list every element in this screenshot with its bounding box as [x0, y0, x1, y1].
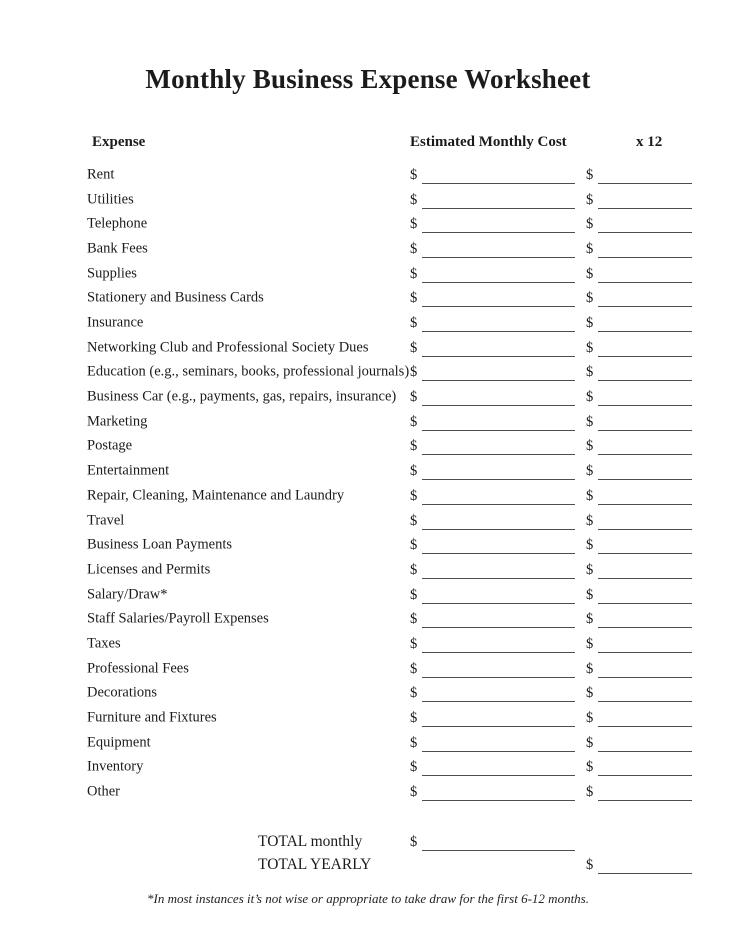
yearly-cost-field	[586, 610, 692, 628]
table-row	[0, 409, 736, 434]
monthly-cost-field	[410, 388, 575, 406]
monthly-cost-blank[interactable]	[422, 265, 575, 283]
dollar-sign: $	[586, 512, 594, 529]
table-row	[0, 212, 736, 237]
yearly-cost-blank[interactable]	[598, 388, 692, 406]
expense-label: Decorations	[87, 684, 158, 701]
monthly-cost-blank[interactable]	[422, 487, 575, 505]
yearly-cost-field	[586, 586, 692, 604]
dollar-sign: $	[586, 635, 594, 652]
table-row	[0, 582, 736, 607]
monthly-cost-blank[interactable]	[422, 709, 575, 727]
monthly-cost-field	[410, 536, 575, 554]
dollar-sign: $	[586, 216, 594, 233]
yearly-cost-blank[interactable]	[598, 462, 692, 480]
monthly-cost-blank[interactable]	[422, 684, 575, 702]
expense-label: Professional Fees	[87, 660, 189, 677]
dollar-sign: $	[410, 487, 418, 504]
monthly-cost-field	[410, 339, 575, 357]
monthly-cost-field	[410, 610, 575, 628]
dollar-sign: $	[586, 734, 594, 751]
dollar-sign: $	[410, 438, 418, 455]
expense-label: Education (e.g., seminars, books, professional journals)	[87, 363, 410, 380]
monthly-cost-blank[interactable]	[422, 462, 575, 480]
expense-label: Inventory	[87, 758, 144, 775]
dollar-sign: $	[410, 537, 418, 554]
monthly-cost-field	[410, 586, 575, 604]
dollar-sign: $	[410, 339, 418, 356]
monthly-cost-blank[interactable]	[422, 166, 575, 184]
page-title: Monthly Business Expense Worksheet	[145, 64, 591, 94]
expense-label: Staff Salaries/Payroll Expenses	[87, 610, 269, 627]
expense-label: Other	[87, 783, 121, 800]
expense-label: Postage	[87, 437, 133, 454]
column-header-x12: x 12	[636, 134, 663, 150]
expense-label: Insurance	[87, 314, 144, 331]
dollar-sign: $	[410, 759, 418, 776]
monthly-cost-blank[interactable]	[422, 734, 575, 752]
expense-label: Telephone	[87, 215, 148, 232]
table-row	[0, 607, 736, 632]
monthly-cost-field	[410, 240, 575, 258]
expense-label: Furniture and Fixtures	[87, 709, 217, 726]
yearly-cost-blank[interactable]	[598, 289, 692, 307]
dollar-sign: $	[410, 167, 418, 183]
dollar-sign: $	[410, 635, 418, 652]
dollar-sign: $	[586, 315, 594, 332]
monthly-cost-field	[410, 265, 575, 283]
monthly-cost-blank[interactable]	[422, 363, 575, 381]
yearly-cost-field	[586, 289, 692, 307]
total-monthly-row	[0, 829, 736, 854]
expense-label: Repair, Cleaning, Maintenance and Laundry	[87, 487, 345, 504]
expense-label: Stationery and Business Cards	[87, 289, 264, 306]
yearly-cost-field	[586, 561, 692, 579]
yearly-cost-blank[interactable]	[598, 734, 692, 752]
yearly-cost-field	[586, 487, 692, 505]
dollar-sign: $	[410, 586, 418, 603]
dollar-sign: $	[410, 463, 418, 480]
yearly-cost-blank[interactable]	[598, 339, 692, 357]
table-row	[0, 286, 736, 311]
dollar-sign: $	[410, 660, 418, 677]
monthly-cost-blank[interactable]	[422, 660, 575, 678]
dollar-sign: $	[410, 191, 418, 208]
column-header-expense: Expense	[92, 134, 146, 150]
yearly-cost-field	[586, 363, 692, 381]
total-monthly-label: TOTAL monthly	[258, 832, 363, 850]
dollar-sign: $	[410, 265, 418, 282]
monthly-cost-field	[410, 487, 575, 505]
yearly-cost-field	[586, 413, 692, 431]
expense-label: Business Car (e.g., payments, gas, repairs, insurance)	[87, 388, 397, 405]
table-row	[0, 631, 736, 656]
table-row	[0, 533, 736, 558]
monthly-cost-blank[interactable]	[422, 783, 575, 801]
expense-label: Entertainment	[87, 462, 170, 479]
dollar-sign: $	[410, 561, 418, 578]
yearly-cost-field	[586, 709, 692, 727]
yearly-cost-field	[586, 191, 692, 209]
dollar-sign: $	[586, 709, 594, 726]
expense-label: Equipment	[87, 734, 151, 751]
yearly-cost-blank[interactable]	[598, 363, 692, 381]
yearly-cost-field	[586, 684, 692, 702]
expense-label: Salary/Draw*	[87, 586, 168, 603]
yearly-cost-blank[interactable]	[598, 635, 692, 653]
expense-label: Travel	[87, 512, 125, 529]
yearly-cost-field	[586, 758, 692, 776]
monthly-cost-blank[interactable]	[422, 413, 575, 431]
monthly-cost-blank[interactable]	[422, 314, 575, 332]
table-row	[0, 705, 736, 730]
dollar-sign: $	[586, 856, 594, 873]
yearly-cost-field	[586, 734, 692, 752]
expense-label: Licenses and Permits	[87, 561, 211, 578]
dollar-sign: $	[586, 438, 594, 455]
yearly-cost-blank[interactable]	[598, 586, 692, 604]
total-yearly-label: TOTAL YEARLY	[258, 855, 372, 873]
yearly-cost-blank[interactable]	[598, 512, 692, 530]
monthly-cost-field	[410, 561, 575, 579]
yearly-cost-field	[586, 437, 692, 455]
table-row	[0, 681, 736, 706]
monthly-cost-field	[410, 314, 575, 332]
monthly-cost-blank[interactable]	[422, 536, 575, 554]
monthly-cost-blank[interactable]	[422, 240, 575, 258]
dollar-sign: $	[586, 241, 594, 258]
yearly-cost-blank[interactable]	[598, 610, 692, 628]
yearly-cost-blank[interactable]	[598, 709, 692, 727]
monthly-cost-field	[410, 660, 575, 678]
expense-label: Marketing	[87, 413, 148, 430]
yearly-cost-field	[586, 783, 692, 801]
dollar-sign: $	[410, 734, 418, 751]
dollar-sign: $	[586, 487, 594, 504]
monthly-cost-field	[410, 635, 575, 653]
total-yearly-blank[interactable]	[598, 856, 692, 874]
dollar-sign: $	[586, 759, 594, 776]
dollar-sign: $	[586, 167, 594, 183]
total-yearly-field	[586, 856, 692, 874]
dollar-sign: $	[586, 413, 594, 430]
dollar-sign: $	[410, 413, 418, 430]
dollar-sign: $	[586, 389, 594, 406]
table-row	[0, 187, 736, 212]
dollar-sign: $	[586, 685, 594, 702]
yearly-cost-field	[586, 536, 692, 554]
monthly-cost-field	[410, 709, 575, 727]
monthly-cost-blank[interactable]	[422, 758, 575, 776]
monthly-cost-blank[interactable]	[422, 635, 575, 653]
dollar-sign: $	[410, 512, 418, 529]
dollar-sign: $	[410, 833, 418, 850]
monthly-cost-blank[interactable]	[422, 388, 575, 406]
yearly-cost-field	[586, 635, 692, 653]
table-row	[0, 656, 736, 681]
yearly-cost-field	[586, 166, 692, 184]
expense-label: Utilities	[87, 191, 134, 208]
yearly-cost-blank[interactable]	[598, 191, 692, 209]
yearly-cost-field	[586, 265, 692, 283]
monthly-cost-field	[410, 734, 575, 752]
dollar-sign: $	[410, 315, 418, 332]
monthly-cost-blank[interactable]	[422, 191, 575, 209]
dollar-sign: $	[410, 611, 418, 628]
expense-label: Networking Club and Professional Society Dues	[87, 339, 369, 356]
dollar-sign: $	[586, 364, 594, 381]
dollar-sign: $	[410, 290, 418, 307]
expense-label: Supplies	[87, 265, 137, 282]
table-row	[0, 730, 736, 755]
dollar-sign: $	[586, 586, 594, 603]
monthly-cost-field	[410, 437, 575, 455]
yearly-cost-blank[interactable]	[598, 166, 692, 184]
dollar-sign: $	[410, 784, 418, 800]
dollar-sign: $	[586, 561, 594, 578]
monthly-cost-blank[interactable]	[422, 339, 575, 357]
monthly-cost-blank[interactable]	[422, 215, 575, 233]
dollar-sign: $	[410, 685, 418, 702]
monthly-cost-field	[410, 783, 575, 801]
yearly-cost-blank[interactable]	[598, 758, 692, 776]
monthly-cost-field	[410, 166, 575, 184]
monthly-cost-field	[410, 758, 575, 776]
monthly-cost-blank[interactable]	[422, 289, 575, 307]
monthly-cost-blank[interactable]	[422, 561, 575, 579]
monthly-cost-blank[interactable]	[422, 512, 575, 530]
yearly-cost-blank[interactable]	[598, 215, 692, 233]
monthly-cost-field	[410, 363, 575, 381]
expense-label: Business Loan Payments	[87, 536, 232, 553]
yearly-cost-blank[interactable]	[598, 413, 692, 431]
dollar-sign: $	[410, 364, 418, 381]
dollar-sign: $	[586, 463, 594, 480]
dollar-sign: $	[410, 389, 418, 406]
yearly-cost-blank[interactable]	[598, 783, 692, 801]
expense-label: Taxes	[87, 635, 121, 652]
dollar-sign: $	[410, 216, 418, 233]
total-monthly-blank[interactable]	[422, 833, 575, 851]
table-row	[0, 508, 736, 533]
yearly-cost-blank[interactable]	[598, 684, 692, 702]
yearly-cost-blank[interactable]	[598, 314, 692, 332]
yearly-cost-blank[interactable]	[598, 487, 692, 505]
table-row	[0, 434, 736, 459]
draw-footnote: *In most instances it’s not wise or appropriate to take draw for the first 6-12 months.	[146, 891, 589, 906]
dollar-sign: $	[586, 265, 594, 282]
yearly-cost-field	[586, 339, 692, 357]
table-row	[0, 261, 736, 286]
yearly-cost-field	[586, 512, 692, 530]
dollar-sign: $	[586, 611, 594, 628]
yearly-cost-blank[interactable]	[598, 437, 692, 455]
monthly-cost-field	[410, 289, 575, 307]
total-monthly-field	[410, 833, 575, 851]
table-row	[0, 755, 736, 780]
monthly-cost-field	[410, 191, 575, 209]
monthly-cost-field	[410, 512, 575, 530]
monthly-cost-blank[interactable]	[422, 586, 575, 604]
yearly-cost-field	[586, 388, 692, 406]
yearly-cost-field	[586, 462, 692, 480]
table-row	[0, 311, 736, 336]
monthly-cost-blank[interactable]	[422, 610, 575, 628]
dollar-sign: $	[586, 537, 594, 554]
expense-label: Rent	[87, 166, 115, 183]
monthly-cost-blank[interactable]	[422, 437, 575, 455]
dollar-sign: $	[586, 784, 594, 800]
yearly-cost-field	[586, 215, 692, 233]
yearly-cost-blank[interactable]	[598, 265, 692, 283]
table-row	[0, 385, 736, 410]
column-header-monthly-cost: Estimated Monthly Cost	[410, 134, 567, 150]
expense-label: Bank Fees	[87, 240, 148, 257]
dollar-sign: $	[586, 660, 594, 677]
yearly-cost-field	[586, 240, 692, 258]
dollar-sign: $	[586, 339, 594, 356]
yearly-cost-blank[interactable]	[598, 536, 692, 554]
table-row	[0, 360, 736, 385]
yearly-cost-blank[interactable]	[598, 660, 692, 678]
dollar-sign: $	[410, 709, 418, 726]
dollar-sign: $	[586, 290, 594, 307]
monthly-cost-field	[410, 684, 575, 702]
table-row	[0, 557, 736, 582]
table-row	[0, 780, 736, 805]
monthly-cost-field	[410, 462, 575, 480]
total-yearly-row	[0, 852, 736, 877]
table-row	[0, 483, 736, 508]
table-row	[0, 459, 736, 484]
yearly-cost-field	[586, 314, 692, 332]
table-row	[0, 237, 736, 262]
table-row	[0, 163, 736, 188]
yearly-cost-blank[interactable]	[598, 561, 692, 579]
dollar-sign: $	[586, 191, 594, 208]
yearly-cost-field	[586, 660, 692, 678]
monthly-cost-field	[410, 215, 575, 233]
dollar-sign: $	[410, 241, 418, 258]
table-row	[0, 335, 736, 360]
monthly-cost-field	[410, 413, 575, 431]
yearly-cost-blank[interactable]	[598, 240, 692, 258]
